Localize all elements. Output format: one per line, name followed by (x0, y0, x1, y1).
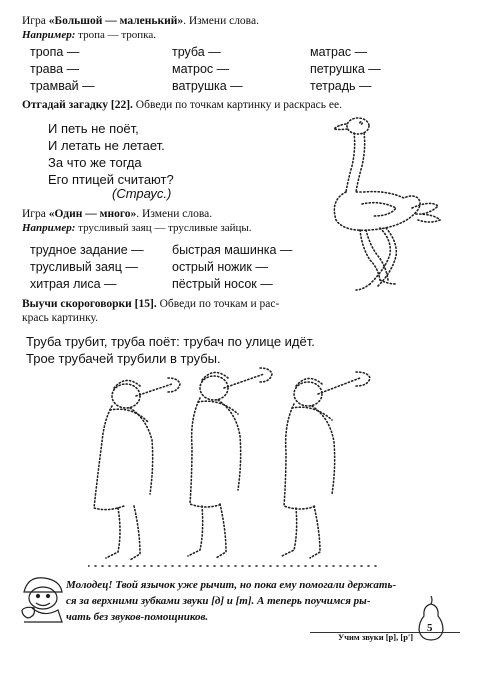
gnome-icon (14, 572, 70, 624)
page-number: 5 (427, 622, 433, 634)
tongue-line: Труба трубит, труба поёт: трубач по улице идёт. (26, 334, 315, 349)
pear-page-icon (415, 592, 447, 642)
ostrich-dotted-drawing (300, 108, 460, 308)
game2-word: трудное задание — (30, 243, 144, 257)
riddle-line: И летать не летает. (48, 138, 165, 153)
footer-section-label: Учим звуки [р], [р'] (338, 632, 414, 642)
game1-word: трава — (30, 62, 80, 76)
tongue-line: Трое трубачей трубили в трубы. (26, 351, 221, 366)
game2-word: хитрая лиса — (30, 277, 117, 291)
game1-title-suffix: . Измени слова. (183, 15, 259, 27)
game1-word: трамвай — (30, 79, 95, 93)
tongue-instruction-cont: крась картинку. (22, 312, 99, 324)
trumpeters-dotted-drawing (88, 362, 388, 572)
game1-example-text: тропа — тропка. (75, 29, 156, 41)
game1-example-label: Например: (22, 29, 76, 41)
riddle-line: За что же тогда (48, 155, 142, 170)
game2-word: трусливый заяц — (30, 260, 138, 274)
tongue-instruction-bold: Выучи скороговорки [15]. (22, 298, 157, 310)
tongue-instruction-rest-1: Обведи по точкам и рас- (156, 298, 280, 310)
game1-word: ватрушка — (172, 79, 243, 93)
game2-example (22, 222, 252, 234)
game1-word: труба — (172, 45, 221, 59)
game1-word: петрушка — (310, 62, 381, 76)
game2-title-prefix: Игра (22, 208, 49, 220)
footer-praise-line: Молодец! Твой язычок уже рычит, но пока ему помогали держать- (66, 579, 397, 591)
footer-praise (66, 577, 461, 625)
riddle-instruction-bold: Отгадай загадку [22]. (22, 99, 133, 111)
game2-example-label: Например: (22, 222, 76, 234)
riddle-answer: (Страус.) (112, 186, 172, 201)
game1-word: тропа — (30, 45, 80, 59)
riddle-instruction (22, 99, 342, 111)
game1-title-prefix: Игра (22, 15, 49, 27)
game1-title-bold: «Большой — маленький» (48, 15, 184, 27)
riddle-instruction-rest: Обведи по точкам картинку и раскрась ее. (132, 99, 342, 111)
game2-word: острый ножик — (172, 260, 268, 274)
game2-title (22, 208, 212, 220)
game1-example (22, 29, 156, 41)
game1-word: матрос — (172, 62, 230, 76)
tongue-instruction (22, 298, 279, 310)
game2-word: быстрая машинка — (172, 243, 293, 257)
game1-word: матрас — (310, 45, 368, 59)
footer-praise-line: ся за верхними зубками звуки [д] и [т]. А теперь поучимся ры- (66, 595, 371, 607)
footer-praise-line: чать без звуков-помощников. (66, 611, 209, 623)
game2-title-bold: «Один — много» (48, 208, 137, 220)
game2-title-suffix: . Измени слова. (136, 208, 213, 220)
riddle-line: И петь не поёт, (48, 121, 139, 136)
riddle-line: Его птицей считают? (48, 172, 174, 187)
game2-word: пёстрый носок — (172, 277, 273, 291)
game1-title (22, 15, 259, 27)
game2-example-text: трусливый заяц — трусливые зайцы. (75, 222, 252, 234)
game1-word: тетрадь — (310, 79, 372, 93)
